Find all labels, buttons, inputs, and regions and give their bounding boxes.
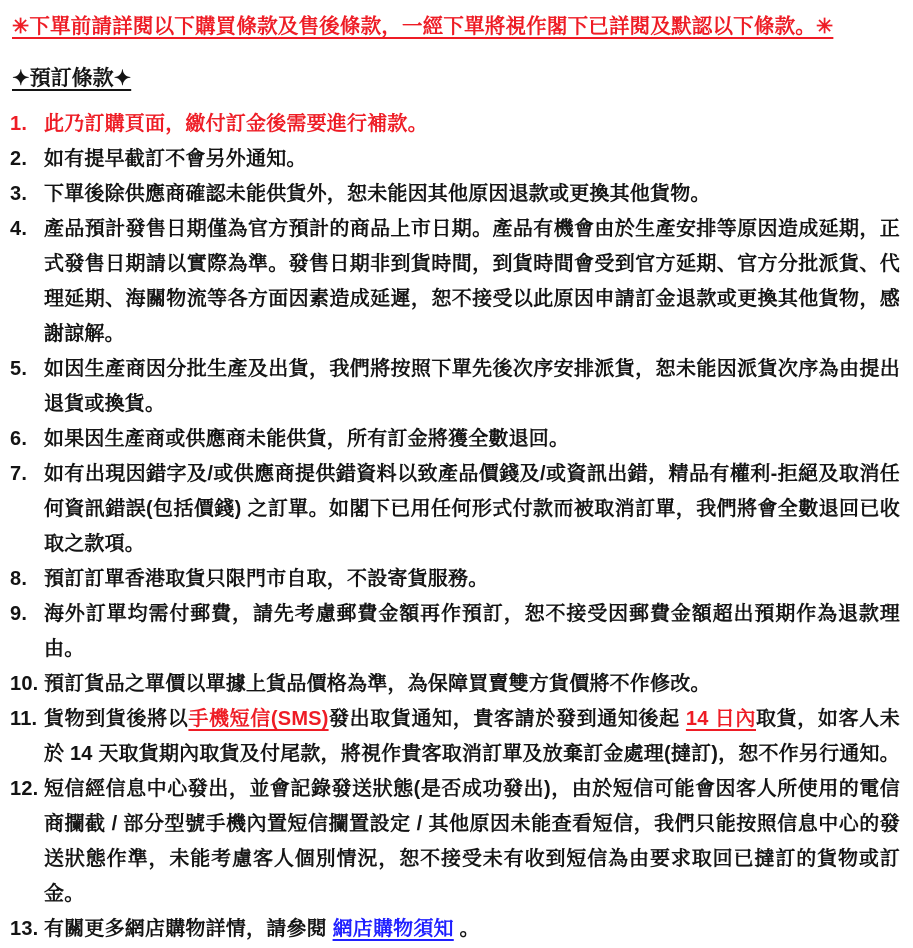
term-text	[44, 667, 900, 702]
term-text	[44, 177, 900, 212]
term-number: 5.	[10, 358, 28, 380]
notice-banner: ✳下單前請詳閱以下購買條款及售後條款，一經下單將視作閣下已詳閱及默認以下條款。✳	[12, 15, 834, 38]
highlighted-text: 14 日內	[685, 708, 756, 730]
term-item-4	[10, 212, 900, 352]
term-text	[44, 457, 900, 562]
term-item-6	[10, 422, 900, 457]
term-number: 1.	[10, 113, 28, 135]
text-segment: 貨物到貨後將以	[44, 708, 189, 730]
text-segment: 此乃訂購頁面，繳付訂金後需要進行補款。	[44, 113, 428, 135]
term-number: 6.	[10, 428, 28, 450]
term-number: 2.	[10, 148, 28, 170]
term-item-10	[10, 667, 900, 702]
term-item-7	[10, 457, 900, 562]
term-text	[44, 212, 900, 352]
term-item-1	[10, 107, 900, 142]
text-segment: 預訂貨品之單價以單據上貨品價格為準，為保障買賣雙方貨價將不作修改。	[44, 673, 711, 695]
term-number: 8.	[10, 568, 28, 590]
term-text	[44, 597, 900, 667]
term-text	[44, 702, 900, 772]
highlighted-text: 手機短信(SMS)	[188, 708, 329, 730]
term-item-12	[10, 772, 900, 912]
text-segment: 產品預計發售日期僅為官方預計的商品上市日期。產品有機會由於生產安排等原因造成延期，正式發售日期請以實際為準。發售日期非到貨時間，到貨時間會受到官方延期、官方分批派貨、代理延期、海關物流等各方面因素造成延遲，恕不接受以此原因申請訂金退款或更換其他貨物，感謝諒解。	[44, 218, 900, 345]
text-segment: 取貨，如客人未於 14 天取貨期內取貨及付尾款，將視作貴客取消訂單及放棄訂金處理(撻訂)，恕不作另行通知。	[44, 708, 900, 765]
term-number: 12.	[10, 778, 39, 800]
term-text	[44, 352, 900, 422]
text-segment: 如有提早截訂不會另外通知。	[44, 148, 307, 170]
store-shopping-notice-link[interactable]: 網店購物須知	[332, 918, 454, 940]
text-segment: 發出取貨通知，貴客請於發到通知後起	[328, 708, 686, 730]
text-segment: 預訂訂單香港取貨只限門市自取，不設寄貨服務。	[44, 568, 489, 590]
term-text	[44, 142, 900, 177]
term-text	[44, 422, 900, 457]
text-segment: 有關更多網店購物詳情，請參閱	[44, 918, 333, 940]
term-number: 7.	[10, 463, 28, 485]
text-segment: 如果因生產商或供應商未能供貨，所有訂金將獲全數退回。	[44, 428, 570, 450]
terms-list	[10, 107, 900, 947]
term-item-13	[10, 912, 900, 947]
term-item-9	[10, 597, 900, 667]
text-segment: 如因生產商因分批生產及出貨，我們將按照下單先後次序安排派貨，恕未能因派貨次序為由提出退貨或換貨。	[44, 358, 900, 415]
text-segment: 短信經信息中心發出，並會記錄發送狀態(是否成功發出)，由於短信可能會因客人所使用的電信商攔截 / 部分型號手機內置短信攔置設定 / 其他原因未能查看短信，我們只能按照信息中心的發送狀態作準，未能考慮客人個別情況，恕不接受未有收到短信為由要求取回已撻訂的貨物或訂金。	[44, 778, 900, 905]
term-number: 11.	[10, 708, 38, 730]
term-item-8	[10, 562, 900, 597]
term-item-2	[10, 142, 900, 177]
text-segment: 如有出現因錯字及/或供應商提供錯資料以致產品價錢及/或資訊出錯，精品有權利-拒絕及取消任何資訊錯誤(包括價錢) 之訂單。如閣下已用任何形式付款而被取消訂單，我們將會全數退回已收取之款項。	[44, 463, 900, 555]
term-number: 9.	[10, 603, 28, 625]
text-segment: 下單後除供應商確認未能供貨外，恕未能因其他原因退款或更換其他貨物。	[44, 183, 711, 205]
term-text	[44, 107, 900, 142]
term-text	[44, 562, 900, 597]
term-item-3	[10, 177, 900, 212]
term-number: 10.	[10, 673, 39, 695]
text-segment: 。	[453, 918, 480, 940]
term-text	[44, 912, 900, 947]
text-segment: 海外訂單均需付郵費，請先考慮郵費金額再作預訂，恕不接受因郵費金額超出預期作為退款理由。	[44, 603, 900, 660]
term-item-5	[10, 352, 900, 422]
term-text	[44, 772, 900, 912]
term-number: 4.	[10, 218, 28, 240]
term-number: 3.	[10, 183, 28, 205]
term-number: 13.	[10, 918, 39, 940]
term-item-11	[10, 702, 900, 772]
section-heading: ✦預訂條款✦	[12, 67, 132, 90]
